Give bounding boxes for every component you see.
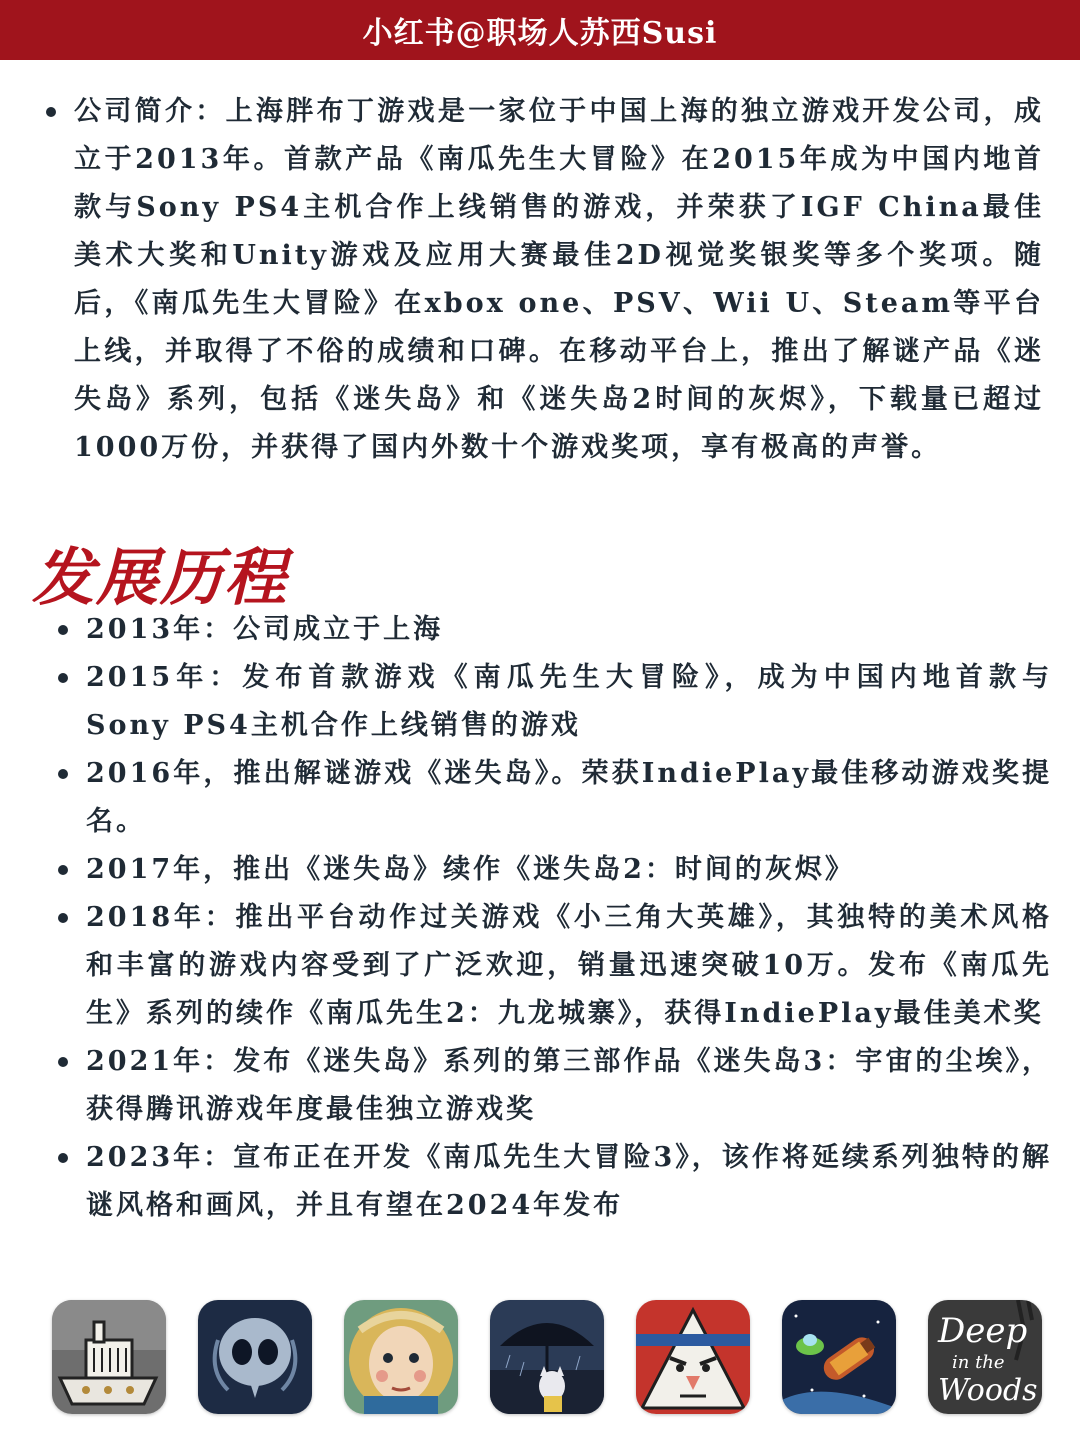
icon-title-line-3: Woods [938, 1373, 1038, 1408]
section-title: 发展历程 [32, 541, 289, 614]
icon-title-line-1: Deep [938, 1311, 1028, 1351]
girl-portrait-app-icon[interactable] [344, 1300, 458, 1414]
paper-boat-app-icon[interactable] [52, 1300, 166, 1414]
intro-list [44, 88, 1044, 472]
timeline-item: 2021年：发布《迷失岛》系列的第三部作品《迷失岛3：宇宙的尘埃》，获得腾讯游戏年度最佳独立游戏奖 [56, 1038, 1052, 1134]
bird-skull-app-icon[interactable] [198, 1300, 312, 1414]
timeline-item: 2013年：公司成立于上海 [56, 606, 1052, 654]
timeline-item: 2023年：宣布正在开发《南瓜先生大冒险3》，该作将延续系列独特的解谜风格和画风，并且有望在2024年发布 [56, 1134, 1052, 1230]
umbrella-cat-app-icon[interactable] [490, 1300, 604, 1414]
timeline-item: 2016年，推出解谜游戏《迷失岛》。荣获IndiePlay最佳移动游戏奖提名。 [56, 750, 1052, 846]
header-bar [0, 0, 1080, 60]
intro-paragraph: 公司简介：上海胖布丁游戏是一家位于中国上海的独立游戏开发公司，成立于2013年。首款产品《南瓜先生大冒险》在2015年成为中国内地首款与Sony PS4主机合作上线销售的游戏，并荣获了IGF China最佳美术大奖和Unity游戏及应用大赛最佳2D视觉奖银奖等多个奖项。随后，《南瓜先生大冒险》在xbox one、PSV、Wii U、Steam等平台上线，并取得了不俗的成绩和口碑。在移动平台上，推出了解谜产品《迷失岛》系列，包括《迷失岛》和《迷失岛2时间的灰烬》，下载量已超过1000万份，并获得了国内外数十个游戏奖项，享有极高的声誉。 [44, 88, 1044, 472]
timeline-item: 2018年：推出平台动作过关游戏《小三角大英雄》，其独特的美术风格和丰富的游戏内容受到了广泛欢迎，销量迅速突破10万。发布《南瓜先生》系列的续作《南瓜先生2：九龙城寨》，获得IndiePlay最佳美术奖 [56, 894, 1052, 1038]
timeline-list [56, 606, 1052, 1230]
triangle-hero-app-icon[interactable] [636, 1300, 750, 1414]
header-title: 小红书@职场人苏西Susi [362, 16, 718, 51]
spaceship-app-icon[interactable] [782, 1300, 896, 1414]
timeline-item: 2015年：发布首款游戏《南瓜先生大冒险》，成为中国内地首款与Sony PS4主机合作上线销售的游戏 [56, 654, 1052, 750]
app-icon-row [52, 1300, 1042, 1416]
timeline-item: 2017年，推出《迷失岛》续作《迷失岛2：时间的灰烬》 [56, 846, 1052, 894]
icon-title-line-2: in the [952, 1352, 1005, 1373]
deep-in-the-woods-app-icon[interactable] [928, 1300, 1042, 1414]
